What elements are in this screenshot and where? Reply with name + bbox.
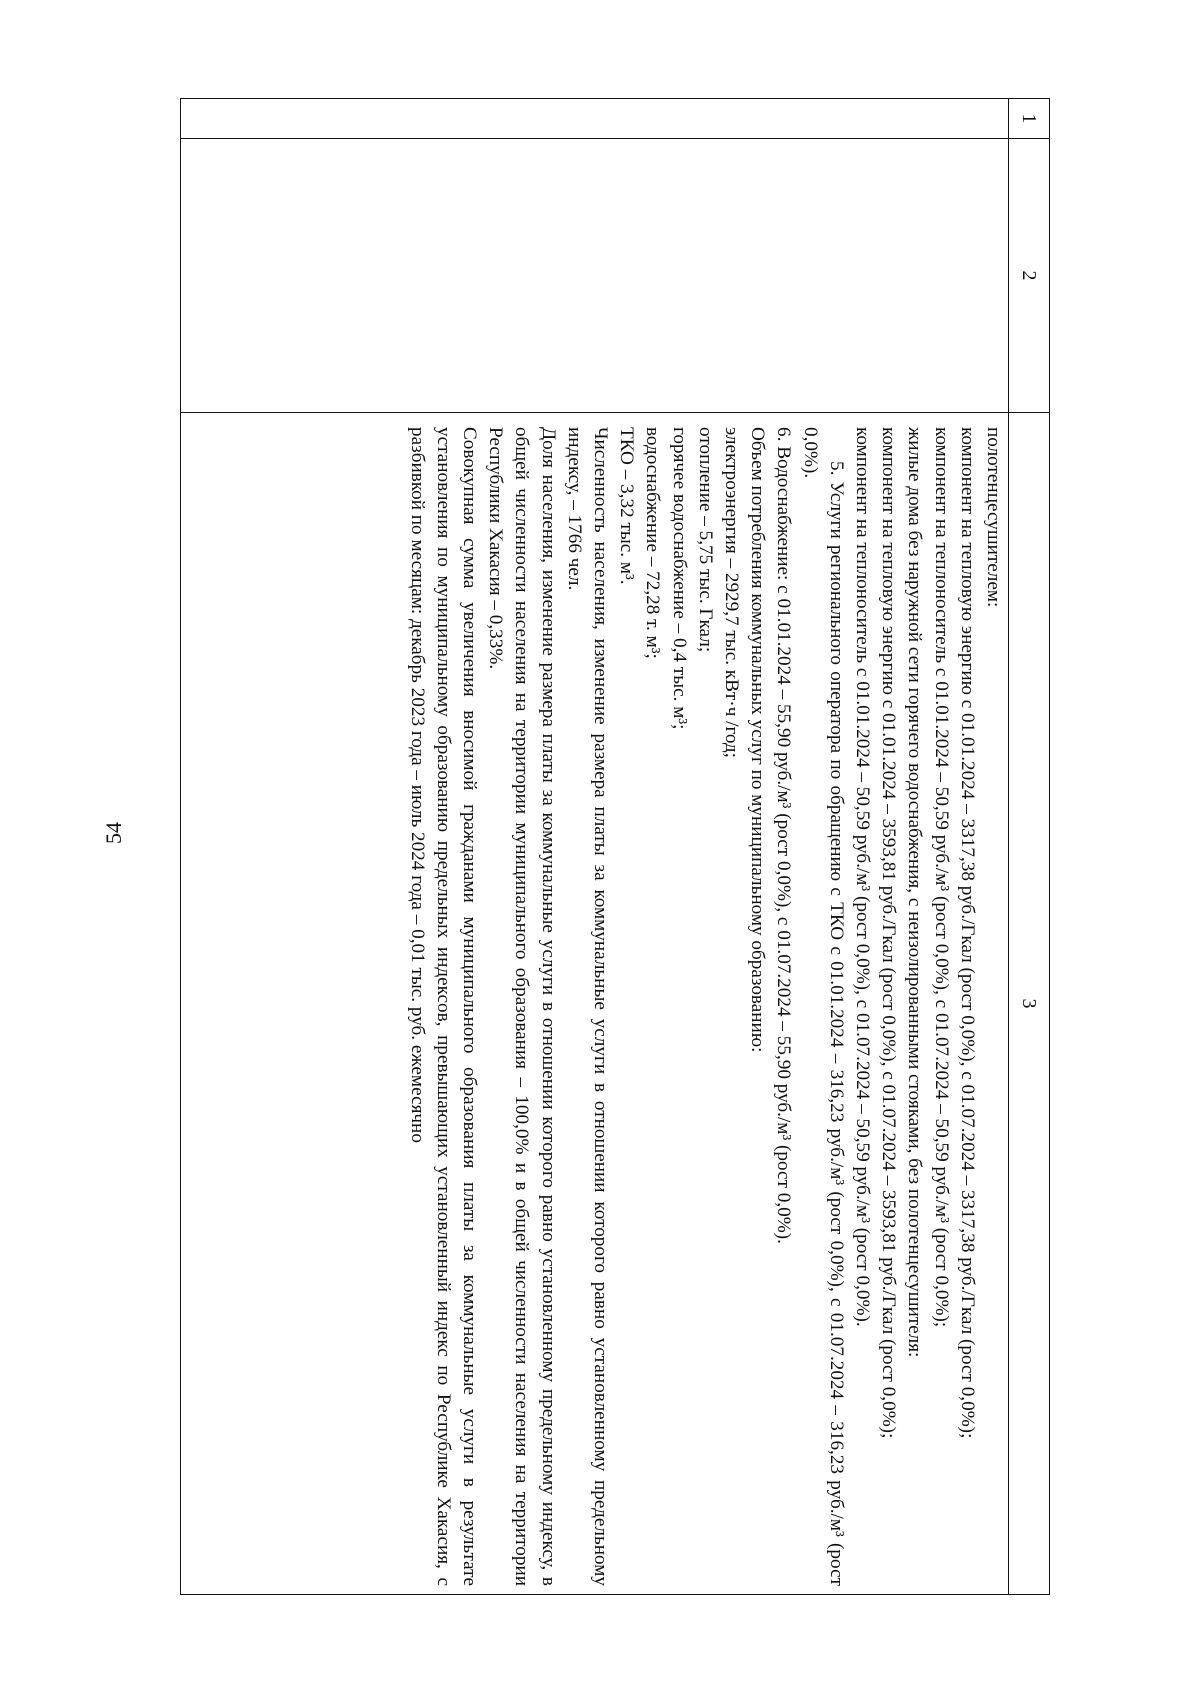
table-header-row — [1009, 99, 1050, 1595]
text-line: полотенцесушителем: — [983, 427, 1004, 608]
text-line: ТКО – 3,32 тыс. м³. — [616, 427, 638, 585]
text-line: 6. Водоснабжение: с 01.01.2024 – 55,90 руб./м³ (рост 0,0%), с 01.07.2024 – 55,90 руб./м³ (рост 0,0%). — [773, 427, 795, 1244]
data-table — [180, 98, 1050, 1595]
table-cell-col3 — [181, 413, 1009, 1595]
text-line: водоснабжение – 72,28 т. м³; — [642, 427, 664, 659]
text-line: 5. Услуги регионального оператора по обращению с ТКО с 01.01.2024 – 316,23 руб./м³ (рост 0,0%), с 01.07.2024 – 316,23 руб./м³ (рост 0,0%). — [799, 427, 847, 1586]
text-line: жилые дома без наружной сети горячего водоснабжения, с неизолированными стояками, без полотенцесушителя: — [904, 427, 926, 1358]
column-header-2: 2 — [1009, 139, 1050, 413]
text-line: Численность населения, изменение размера платы за коммунальные услуги в отношении которого равно установленному предельному индексу, – 1766 чел. — [563, 427, 611, 1586]
text-line: компонент на тепловую энергию с 01.01.2024 – 3317,38 руб./Гкал (рост 0,0%), с 01.07.2024 – 3317,38 руб./Гкал (рост 0,0%); — [956, 427, 978, 1439]
text-line: горячее водоснабжение – 0,4 тыс. м³; — [668, 427, 690, 730]
text-line: компонент на теплоноситель с 01.01.2024 – 50,59 руб./м³ (рост 0,0%), с 01.07.2024 – 50,59 руб./м³ (рост 0,0%); — [930, 427, 952, 1328]
col3-text-block — [401, 413, 1008, 1594]
column-header-1: 1 — [1009, 99, 1050, 139]
rotated-page-content — [180, 98, 1050, 1594]
text-line: Объем потребления коммунальных услуг по муниципальному образованию: — [747, 427, 769, 1053]
table-cell-col2 — [181, 139, 1009, 413]
page-number: 54 — [101, 822, 126, 844]
column-header-3: 3 — [1009, 413, 1050, 1595]
text-line: компонент на тепловую энергию с 01.01.2024 – 3593,81 руб./Гкал (рост 0,0%), с 01.07.2024 – 3593,81 руб./Гкал (рост 0,0%); — [878, 427, 900, 1439]
text-line: Совокупная сумма увеличения вносимой гражданами муниципального образования платы за коммунальные услуги в результате установления по муниципальному образованию предельных индексов, превышающих установленный индекс по Республике Хакасия, с разбивкой по месяцам: декабрь 2023 года – июль 2024 года – 0,01 тыс. руб. ежемесячно — [406, 427, 480, 1586]
table-cell-col1 — [181, 99, 1009, 139]
table-row — [181, 99, 1009, 1595]
text-line: Доля населения, изменение размера платы за коммунальные услуги в отношении которого равно установленному предельному индексу, в общей численности населения на территории муниципального образования – 100,0% и в общей численности населения на территории Республики Хакасия – 0,33%. — [485, 427, 559, 1586]
text-line: электроэнергия – 2929,7 тыс. кВт·ч /год; — [720, 427, 742, 759]
text-line: компонент на теплоноситель с 01.01.2024 – 50,59 руб./м³ (рост 0,0%), с 01.07.2024 – 50,59 руб./м³ (рост 0,0%). — [851, 427, 873, 1327]
text-line: отопление – 5,75 тыс. Гкал; — [694, 427, 716, 653]
